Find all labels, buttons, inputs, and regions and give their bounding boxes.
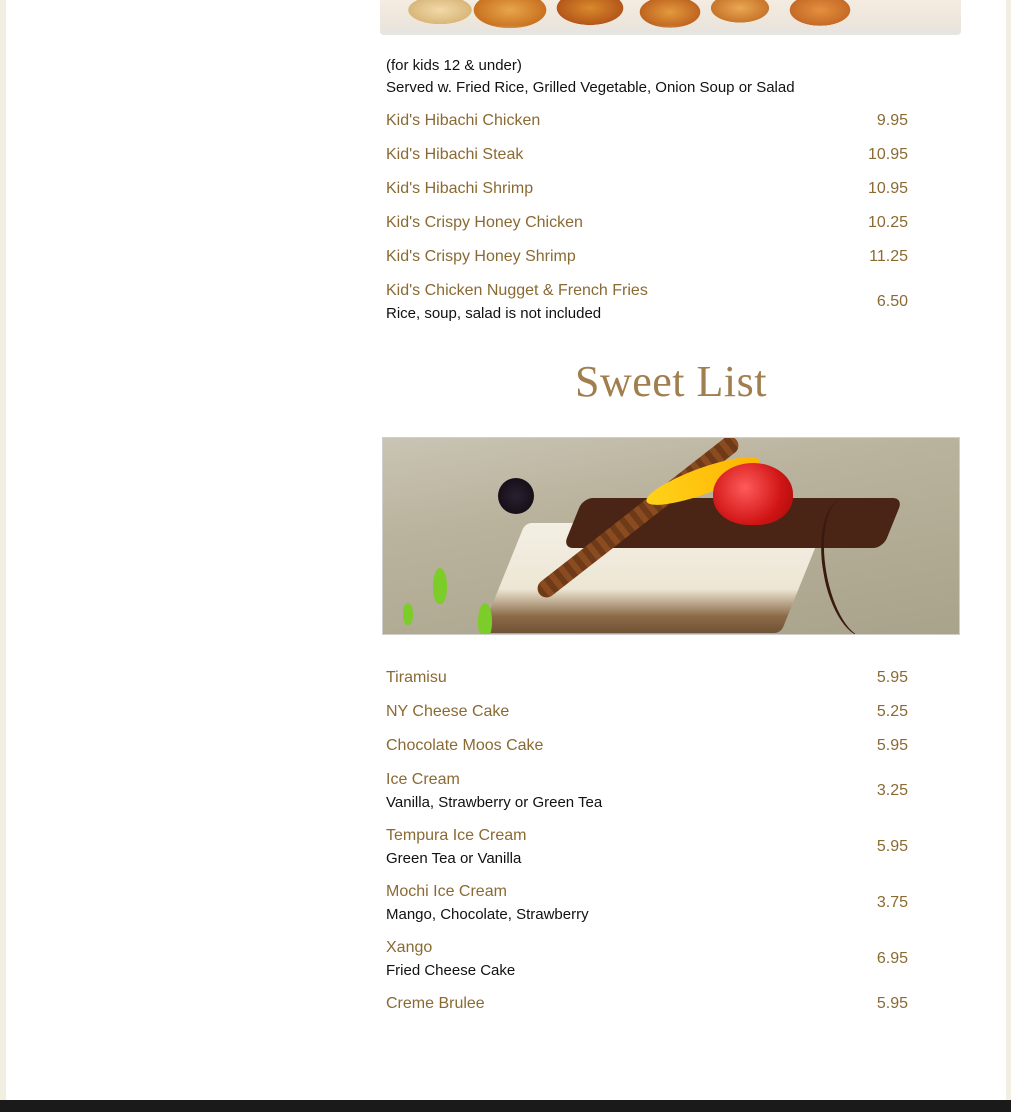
item-name: NY Cheese Cake	[386, 703, 510, 720]
kids-served-with: Served w. Fried Rice, Grilled Vegetable, Onion Soup or Salad	[386, 79, 795, 96]
item-price: 10.95	[867, 146, 908, 163]
green-sauce-drop	[433, 568, 447, 604]
item-price: 11.25	[869, 248, 908, 265]
item-price: 5.95	[876, 737, 908, 754]
item-price: 5.95	[876, 995, 908, 1012]
item-name: Kid's Crispy Honey Shrimp	[386, 248, 576, 265]
footer-bar	[0, 1100, 1011, 1112]
green-sauce-drop	[478, 603, 492, 635]
dessert-photo	[382, 437, 960, 635]
item-name: Tempura Ice Cream	[386, 827, 527, 844]
section-title: Sweet List	[575, 357, 767, 406]
item-name: Tiramisu	[386, 669, 447, 686]
item-name: Kid's Hibachi Chicken	[386, 112, 541, 129]
item-price: 9.95	[876, 112, 908, 129]
item-price: 10.95	[867, 180, 908, 197]
item-price: 3.75	[876, 894, 908, 911]
item-price: 3.25	[876, 782, 908, 799]
item-name: Kid's Hibachi Steak	[386, 146, 524, 163]
strawberry-shape	[713, 463, 793, 525]
item-name: Mochi Ice Cream	[386, 883, 507, 900]
kids-age-note: (for kids 12 & under)	[386, 57, 522, 74]
item-name: Chocolate Moos Cake	[386, 737, 544, 754]
blackberry-shape	[498, 478, 534, 514]
item-description: Rice, soup, salad is not included	[386, 305, 602, 322]
page	[6, 0, 1006, 1100]
item-price: 5.95	[876, 838, 908, 855]
item-name: Kid's Hibachi Shrimp	[386, 180, 534, 197]
item-name: Creme Brulee	[386, 995, 485, 1012]
item-price: 10.25	[867, 214, 908, 231]
item-description: Vanilla, Strawberry or Green Tea	[386, 794, 603, 811]
item-description: Mango, Chocolate, Strawberry	[386, 906, 589, 923]
item-description: Fried Cheese Cake	[386, 962, 516, 979]
item-price: 5.95	[876, 669, 908, 686]
hibachi-food-photo	[380, 0, 961, 35]
item-price: 5.25	[876, 703, 908, 720]
green-sauce-drop	[403, 603, 413, 625]
item-name: Xango	[386, 939, 433, 956]
item-price: 6.50	[876, 293, 908, 310]
item-price: 6.95	[876, 950, 908, 967]
item-name: Kid's Crispy Honey Chicken	[386, 214, 583, 231]
item-description: Green Tea or Vanilla	[386, 850, 522, 867]
item-name: Ice Cream	[386, 771, 460, 788]
item-name: Kid's Chicken Nugget & French Fries	[386, 282, 648, 299]
